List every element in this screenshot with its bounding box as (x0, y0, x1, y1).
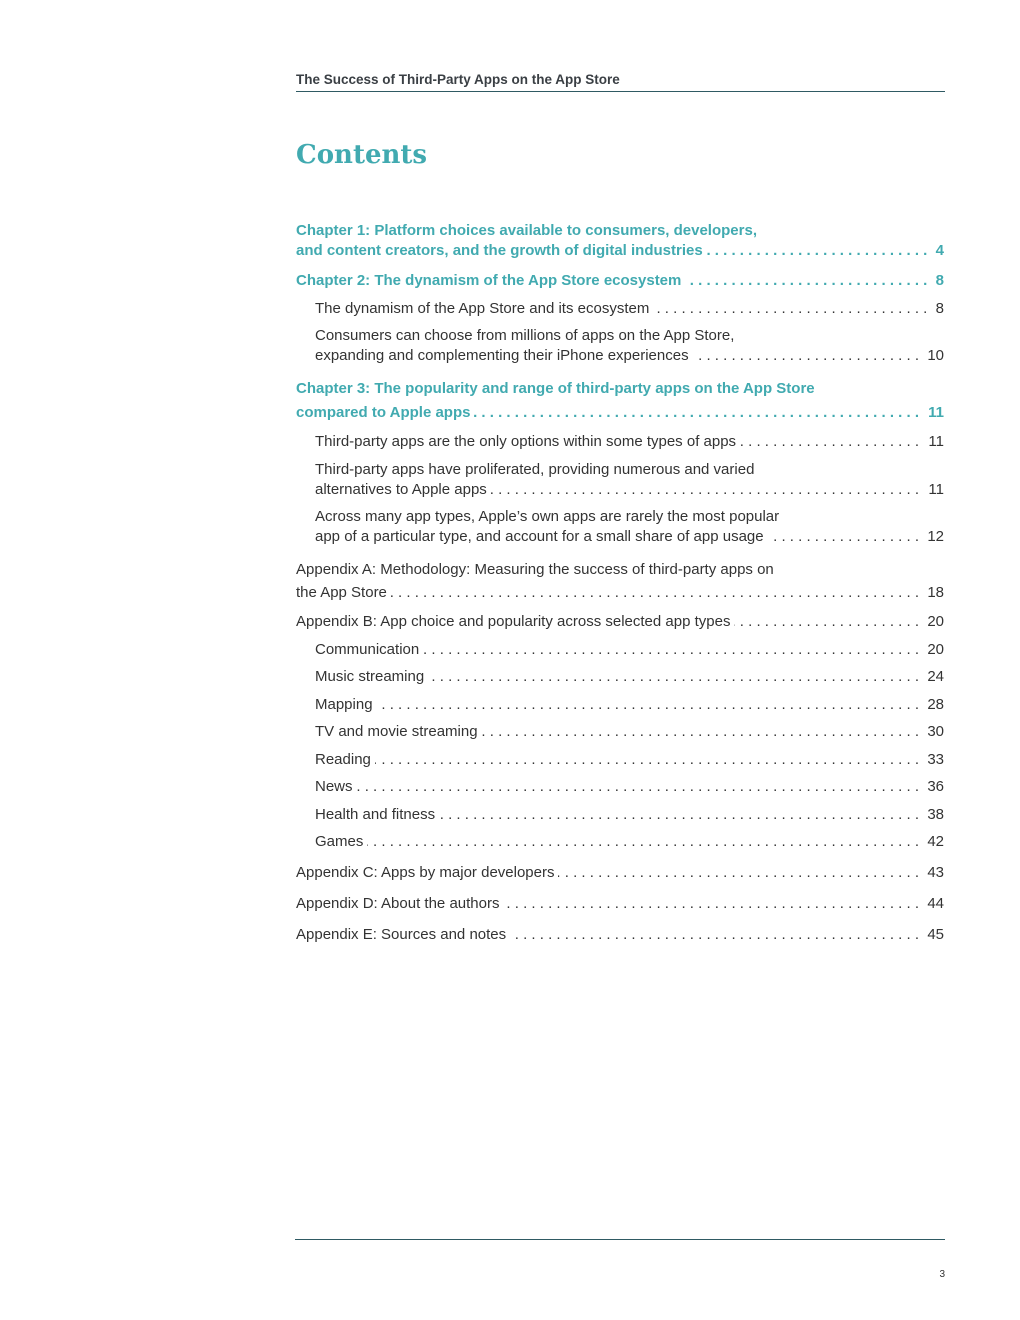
toc-entry-title-line2: expanding and complementing their iPhone experiences (315, 347, 693, 364)
toc-entry-title-line1: . . . Chapter 3: The popularity and range of third-party apps on the App Store (296, 377, 944, 401)
toc-entry-title: Chapter 2: The dynamism of the App Store ecosystem (296, 272, 685, 289)
toc-entry-mapping[interactable] (315, 695, 944, 715)
table-of-contents (296, 221, 944, 945)
toc-page-number: 11 (922, 401, 944, 425)
toc-entry-title: Games (315, 833, 367, 850)
toc-entry-title: The dynamism of the App Store and its ecosystem (315, 300, 653, 317)
toc-entry-music-streaming[interactable] (315, 667, 944, 687)
toc-page-number: 24 (921, 667, 944, 687)
toc-entry-title-line1: . . . Across many app types, Apple’s own apps are rarely the most popular (315, 507, 944, 527)
toc-entry-appendix-e[interactable] (296, 925, 944, 945)
toc-entry-title: Communication (315, 641, 423, 658)
toc-page-number: 11 (922, 480, 944, 500)
toc-entry-title-line2: compared to Apple apps (296, 404, 474, 421)
toc-entry-chapter-2[interactable] (296, 271, 944, 291)
toc-page-number: 30 (921, 722, 944, 742)
toc-entry-title-line2: and content creators, and the growth of digital industries (296, 242, 707, 259)
toc-entry-appendix-d[interactable] (296, 894, 944, 914)
toc-entry-tv-movie-streaming[interactable] (315, 722, 944, 742)
toc-page-number: 36 (921, 777, 944, 797)
toc-entry-title-line2: app of a particular type, and account for a small share of app usage (315, 528, 768, 545)
toc-entry-title: News (315, 778, 357, 795)
toc-entry-title-line1: . . . Chapter 1: Platform choices available to consumers, developers, (296, 221, 944, 241)
toc-entry-health-fitness[interactable] (315, 805, 944, 825)
toc-page-number: 33 (921, 750, 944, 770)
toc-page-number: 11 (922, 432, 944, 452)
toc-page-number: 28 (921, 695, 944, 715)
toc-entry-games[interactable] (315, 832, 944, 852)
toc-entry-ch3-apple-apps[interactable] (315, 507, 944, 547)
toc-page-number: 38 (921, 805, 944, 825)
toc-entry-appendix-b[interactable] (296, 612, 944, 632)
toc-entry-title: Third-party apps are the only options within some types of apps (315, 433, 740, 450)
toc-entry-title: Health and fitness (315, 806, 439, 823)
toc-page-number: 44 (921, 894, 944, 914)
toc-page-number: 18 (921, 581, 944, 604)
toc-page-number: 42 (921, 832, 944, 852)
toc-page-number: 12 (921, 527, 944, 547)
toc-entry-appendix-c[interactable] (296, 863, 944, 883)
toc-page-number: 8 (930, 271, 944, 291)
toc-entry-title-line2: alternatives to Apple apps (315, 481, 491, 498)
toc-entry-title: Music streaming (315, 668, 428, 685)
toc-entry-title: Mapping (315, 696, 377, 713)
running-header: The Success of Third-Party Apps on the App Store (296, 72, 945, 92)
toc-entry-title: Appendix E: Sources and notes (296, 926, 510, 943)
toc-entry-ch2-dynamism[interactable] (315, 299, 944, 319)
footer-rule (295, 1239, 945, 1240)
page-title: Contents (296, 140, 428, 170)
toc-entry-title-line1: . . . Third-party apps have proliferated, providing numerous and varied (315, 460, 944, 480)
toc-page-number: 10 (921, 346, 944, 366)
toc-page-number: 20 (921, 640, 944, 660)
toc-page-number: 20 (921, 612, 944, 632)
toc-entry-chapter-3[interactable] (296, 377, 944, 425)
toc-entry-reading[interactable] (315, 750, 944, 770)
page-number: 3 (939, 1269, 945, 1280)
toc-entry-communication[interactable] (315, 640, 944, 660)
toc-page-number: 45 (921, 925, 944, 945)
toc-page-number: 4 (930, 241, 944, 261)
toc-page-number: 43 (921, 863, 944, 883)
toc-entry-title-line2: the App Store (296, 584, 391, 601)
toc-entry-title: Appendix B: App choice and popularity across selected app types (296, 613, 734, 630)
toc-entry-title: Reading (315, 751, 375, 768)
toc-entry-title: Appendix C: Apps by major developers (296, 864, 558, 881)
toc-entry-appendix-a[interactable] (296, 558, 944, 604)
toc-entry-title-line1: . . . Consumers can choose from millions of apps on the App Store, (315, 326, 944, 346)
toc-entry-title: Appendix D: About the authors (296, 895, 503, 912)
toc-entry-title: TV and movie streaming (315, 723, 482, 740)
toc-entry-chapter-1[interactable] (296, 221, 944, 261)
toc-entry-news[interactable] (315, 777, 944, 797)
toc-entry-ch2-consumers[interactable] (315, 326, 944, 366)
toc-entry-ch3-proliferated[interactable] (315, 460, 944, 500)
toc-entry-ch3-only-options[interactable] (315, 432, 944, 452)
toc-page-number: 8 (930, 299, 944, 319)
toc-entry-title-line1: . . . Appendix A: Methodology: Measuring the success of third-party apps on (296, 558, 944, 581)
